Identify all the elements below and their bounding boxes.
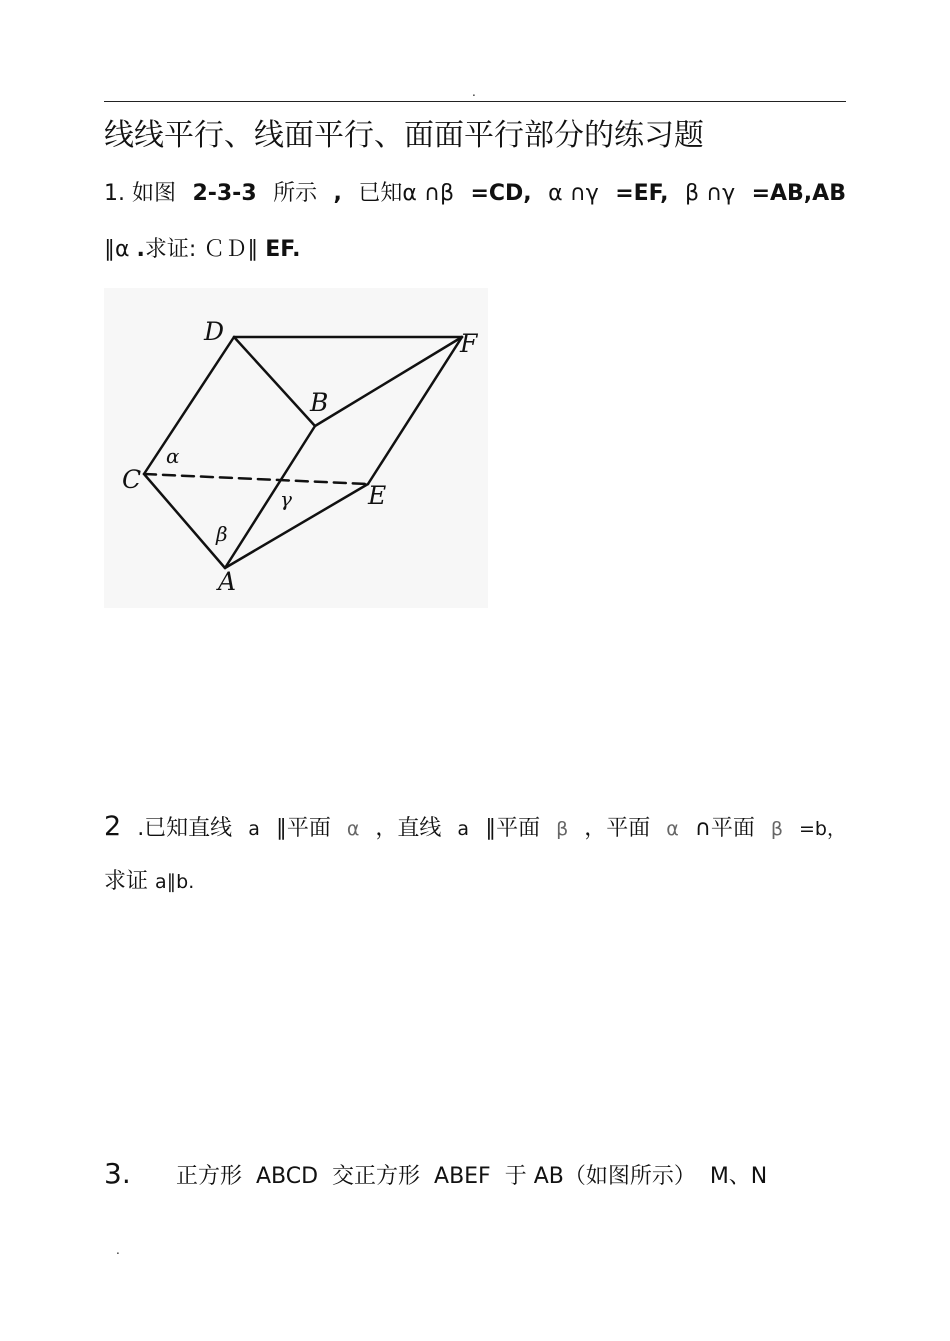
q2-seg: 求证 xyxy=(104,869,155,894)
q2-seg: a xyxy=(248,818,260,840)
q1-seg: ∥α xyxy=(104,237,137,262)
label-alpha: α xyxy=(166,444,180,468)
q1-seg: α ∩γ xyxy=(548,181,599,206)
q2-seg: a∥b. xyxy=(155,871,195,893)
q1-seg: β ∩γ xyxy=(684,181,736,206)
page-title: 线线平行、线面平行、面面平行部分的练习题 xyxy=(104,118,704,153)
q2-seg: .已知直线 xyxy=(137,816,233,841)
question-2-line-1 xyxy=(104,811,846,845)
question-3-line-1 xyxy=(104,1158,846,1193)
q1-seg: , xyxy=(333,181,342,206)
q2-seg: ∥平面 xyxy=(275,816,331,841)
q1-seg: 2-3-3 xyxy=(192,181,257,206)
q2-seg: a xyxy=(457,818,470,840)
q2-seg: ∥平面 xyxy=(485,816,541,841)
q2-seg: ∩平面 xyxy=(694,816,755,841)
q2-seg: α xyxy=(346,818,360,840)
header-rule xyxy=(104,101,846,102)
label-gamma: γ xyxy=(280,487,292,511)
geometry-figure xyxy=(104,288,488,608)
q3-number: 3. xyxy=(104,1157,131,1190)
label-beta: β xyxy=(216,522,228,546)
q1-seg: 所示 xyxy=(273,181,318,206)
q1-seg: . xyxy=(136,237,145,262)
label-a: A xyxy=(218,567,237,596)
q2-seg: α xyxy=(666,818,679,840)
label-f: F xyxy=(460,329,478,358)
header-dot: . xyxy=(472,85,476,99)
q1-seg: =EF, xyxy=(615,181,669,206)
q2-seg: ，平面 xyxy=(584,816,651,841)
q2-seg: ，直线 xyxy=(375,816,442,841)
label-c: C xyxy=(122,465,142,494)
q1-seg: =AB,AB xyxy=(751,181,846,206)
q1-seg: 求证: ＣＤ∥ xyxy=(144,237,266,262)
q2-seg: β xyxy=(556,818,569,840)
q2-seg: =b， xyxy=(799,818,846,840)
label-e: E xyxy=(368,481,387,510)
label-b: B xyxy=(310,388,329,417)
question-1-line-2 xyxy=(104,234,300,266)
q2-seg: 2 xyxy=(104,811,122,842)
q1-seg: =CD, xyxy=(470,181,532,206)
question-1-line-1 xyxy=(104,178,846,210)
q1-seg: 1. 如图 xyxy=(104,181,176,206)
geometry-figure-svg xyxy=(104,288,488,608)
footer-dot: . xyxy=(116,1243,120,1257)
q1-seg: 已知α ∩β xyxy=(358,181,454,206)
q2-seg: β xyxy=(770,818,784,840)
q3-text: 正方形 ABCD 交正方形 ABEF 于 AB（如图所示） M、N xyxy=(176,1164,768,1189)
question-2-line-2 xyxy=(104,866,194,898)
label-d: D xyxy=(204,317,225,346)
q1-seg: EF. xyxy=(265,237,301,262)
